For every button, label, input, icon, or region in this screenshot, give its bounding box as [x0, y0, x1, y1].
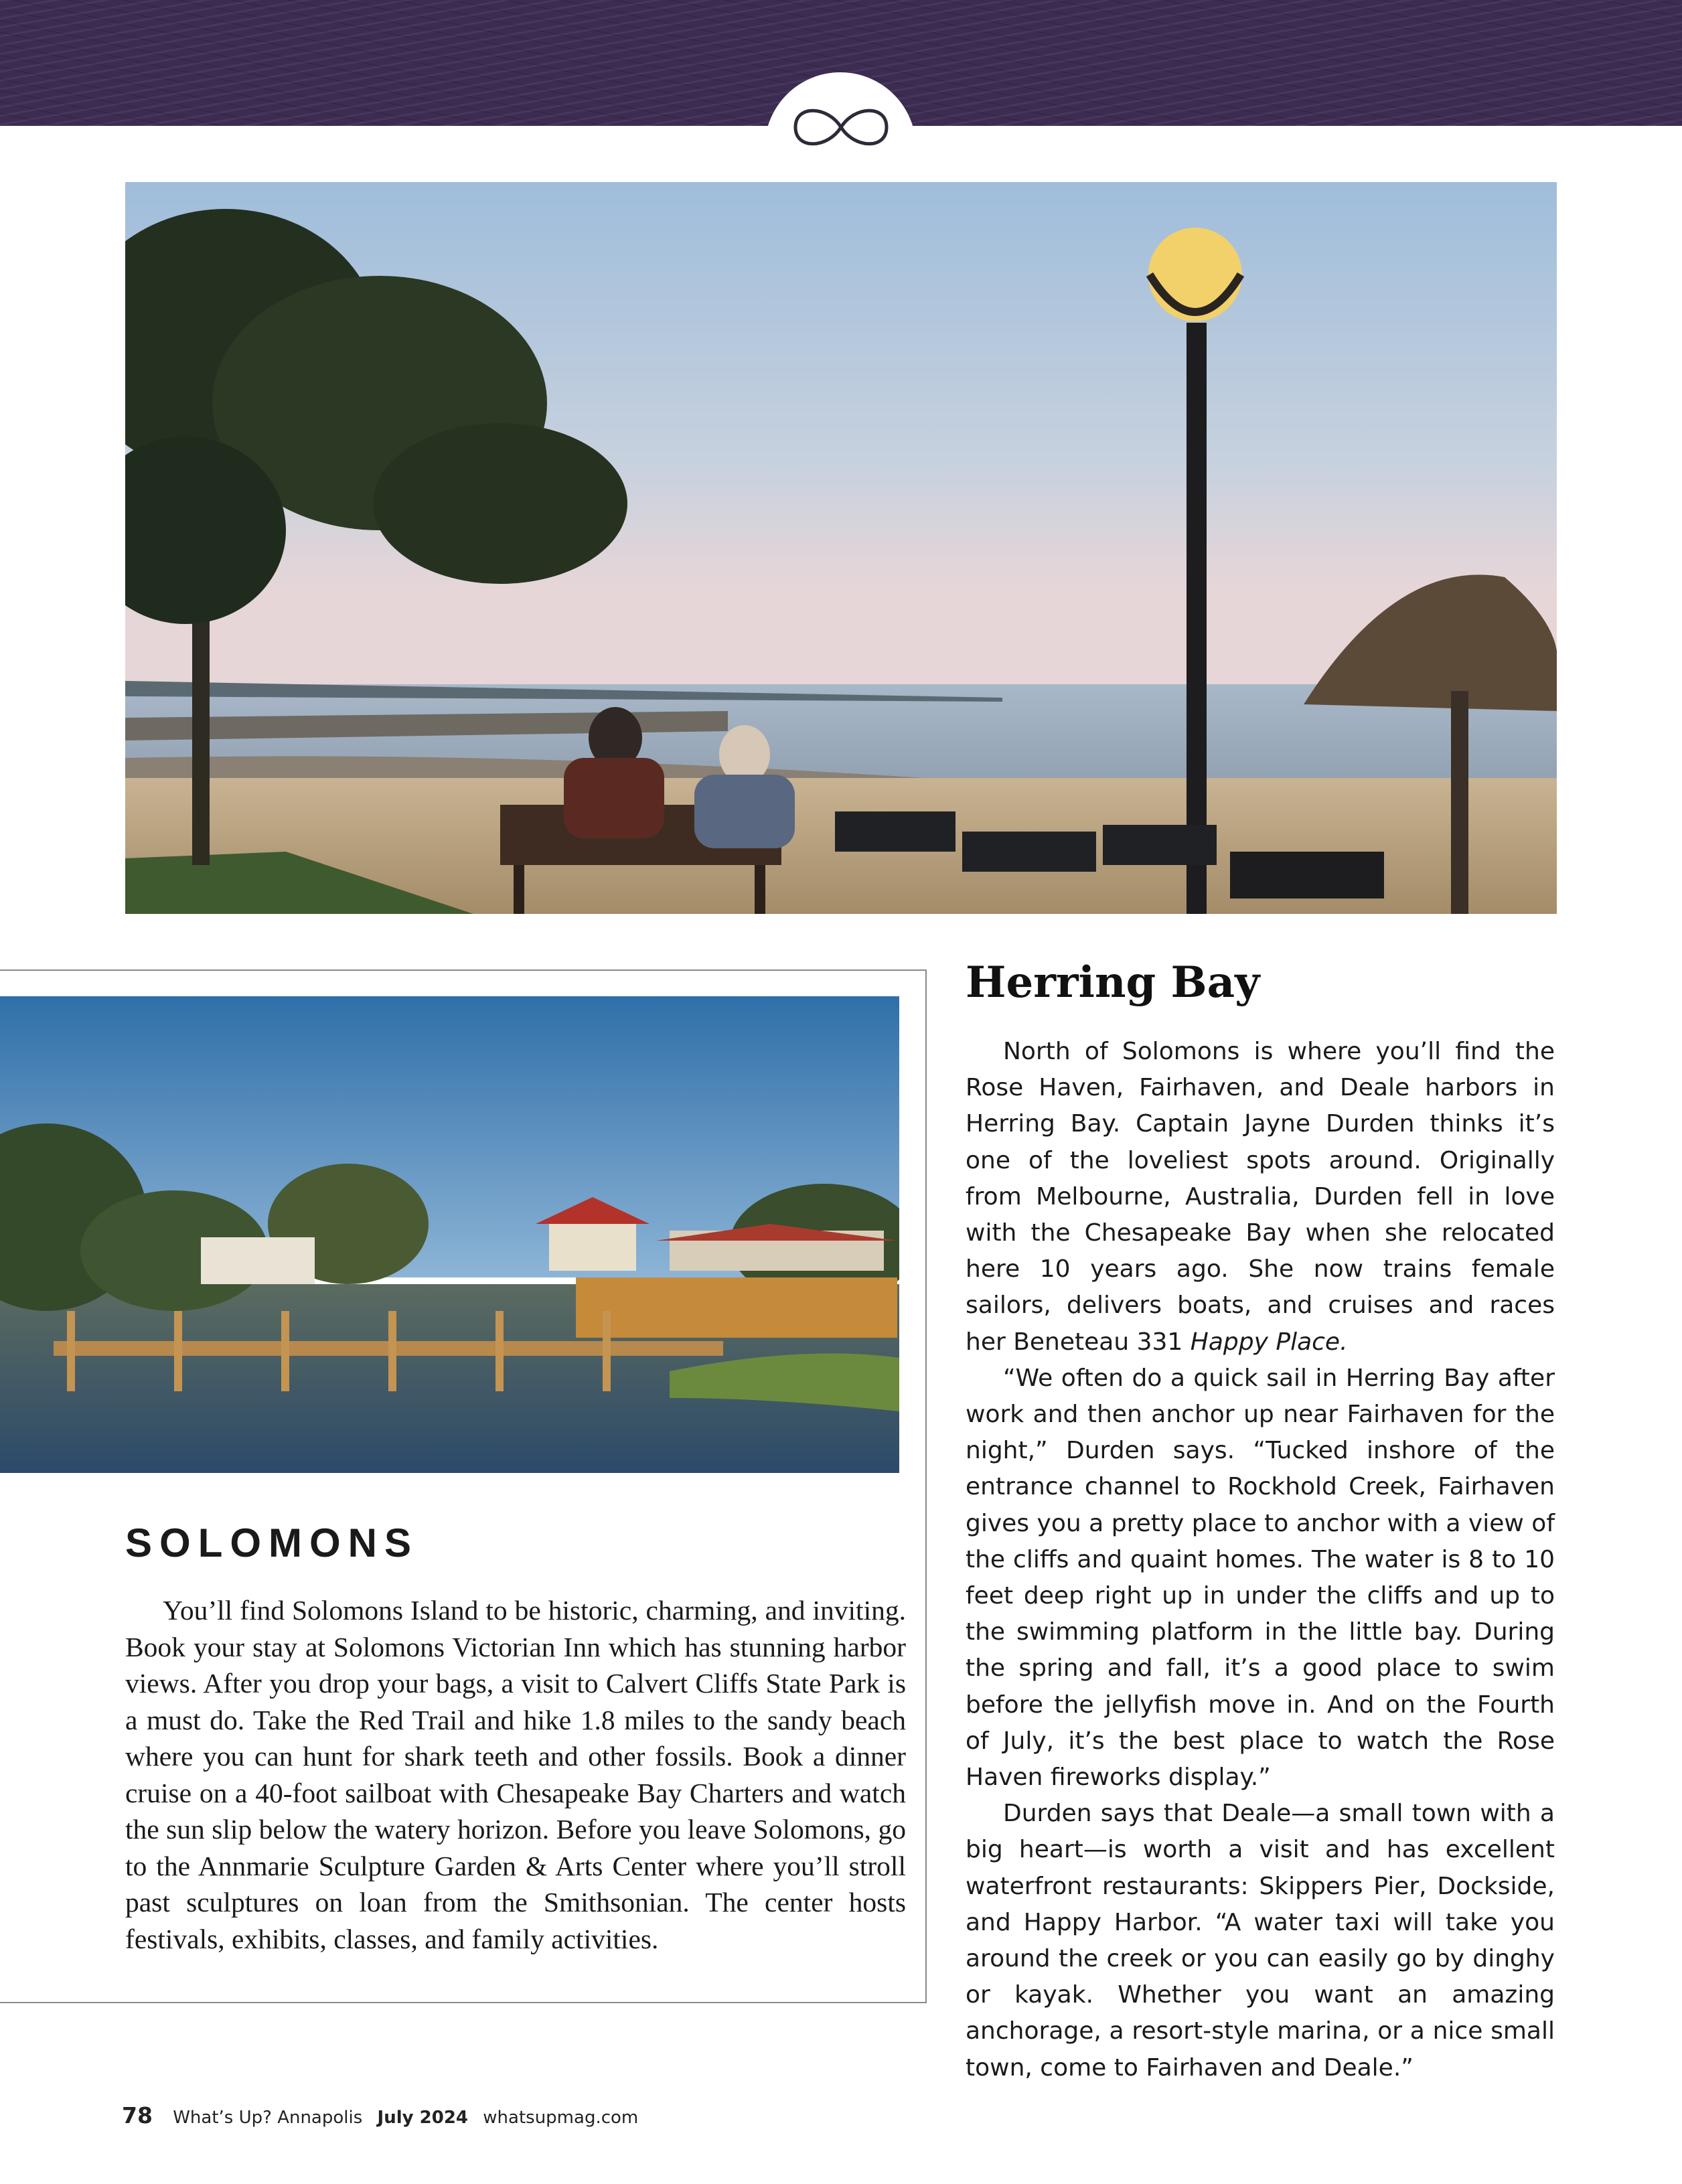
infinity-icon	[785, 94, 897, 161]
beach-at-dusk-photo	[125, 182, 1557, 914]
publication-name: What’s Up? Annapolis	[173, 2108, 363, 2128]
solomons-body-text: You’ll find Solomons Island to be historic, charming, and inviting. Book your stay at Solomons Victorian Inn which has stunning harbor views. After you drop your bags, a visit to Calvert Cliffs State Park is a must do. Take the Red Trail and hike 1.8 miles to the sandy beach where you can hunt for shark teeth and other fossils. Book a dinner cruise on a 40-foot sailboat with Chesapeake Bay Charters and watch the sun slip below the watery horizon. Before you leave Solomons, go to the Annmarie Sculpture Garden & Arts Center where you’ll stroll past sculptures on loan from the Smithsonian. The center hosts festivals, exhibits, classes, and family activities.	[125, 1595, 906, 1954]
boat-name: Happy Place.	[1190, 1328, 1348, 1356]
issue-date: July 2024	[377, 2108, 469, 2128]
herring-bay-paragraph-1-text: North of Solomons is where you’ll find the Rose Haven, Fairhaven, and Deale harbors in Herring Bay. Captain Jayne Durden thinks it’s one of the loveliest spots around. Originally from Melbourne, Australia, Durden fell in love with the Chesapeake Bay when she relocated here 10 years ago. She now trains female sailors, delivers boats, and cruises and races her Beneteau 331	[966, 1038, 1555, 1356]
herring-bay-paragraph-3: Durden says that Deale—a small town with a big heart—is worth a visit and has excellent waterfront restaurants: Skippers Pier, Dockside, and Happy Harbor. “A water taxi will take you around the creek or you can easily go by dinghy or kayak. Whether you want an amazing anchorage, a resort-style marina, or a nice small town, come to Fairhaven and Deale.”	[966, 1800, 1555, 2082]
herring-bay-paragraph-2: “We often do a quick sail in Herring Bay after work and then anchor up near Fairhaven for the night,” Durden says. “Tucked inshore of the entrance channel to Rockhold Creek, Fairhaven gives you a pretty place to anchor with a view of the cliffs and quaint homes. The water is 8 to 10 feet deep right up in under the cliffs and up to the swimming platform in the little bay. During the spring and fall, it’s a good place to swim before the jellyfish move in. And on the Fourth of July, it’s the best place to watch the Rose Haven fireworks display.”	[966, 1364, 1555, 1792]
page-footer	[122, 2102, 638, 2128]
herring-bay-heading: Herring Bay	[966, 957, 1260, 1008]
website-url: whatsupmag.com	[483, 2108, 639, 2128]
herring-bay-article	[966, 1034, 1555, 2086]
solomons-heading: SOLOMONS	[125, 1520, 419, 1565]
herring-bay-paragraph-1	[966, 1034, 1555, 1360]
page-number: 78	[122, 2102, 153, 2128]
solomons-harbor-lighthouse-photo	[0, 996, 899, 1473]
